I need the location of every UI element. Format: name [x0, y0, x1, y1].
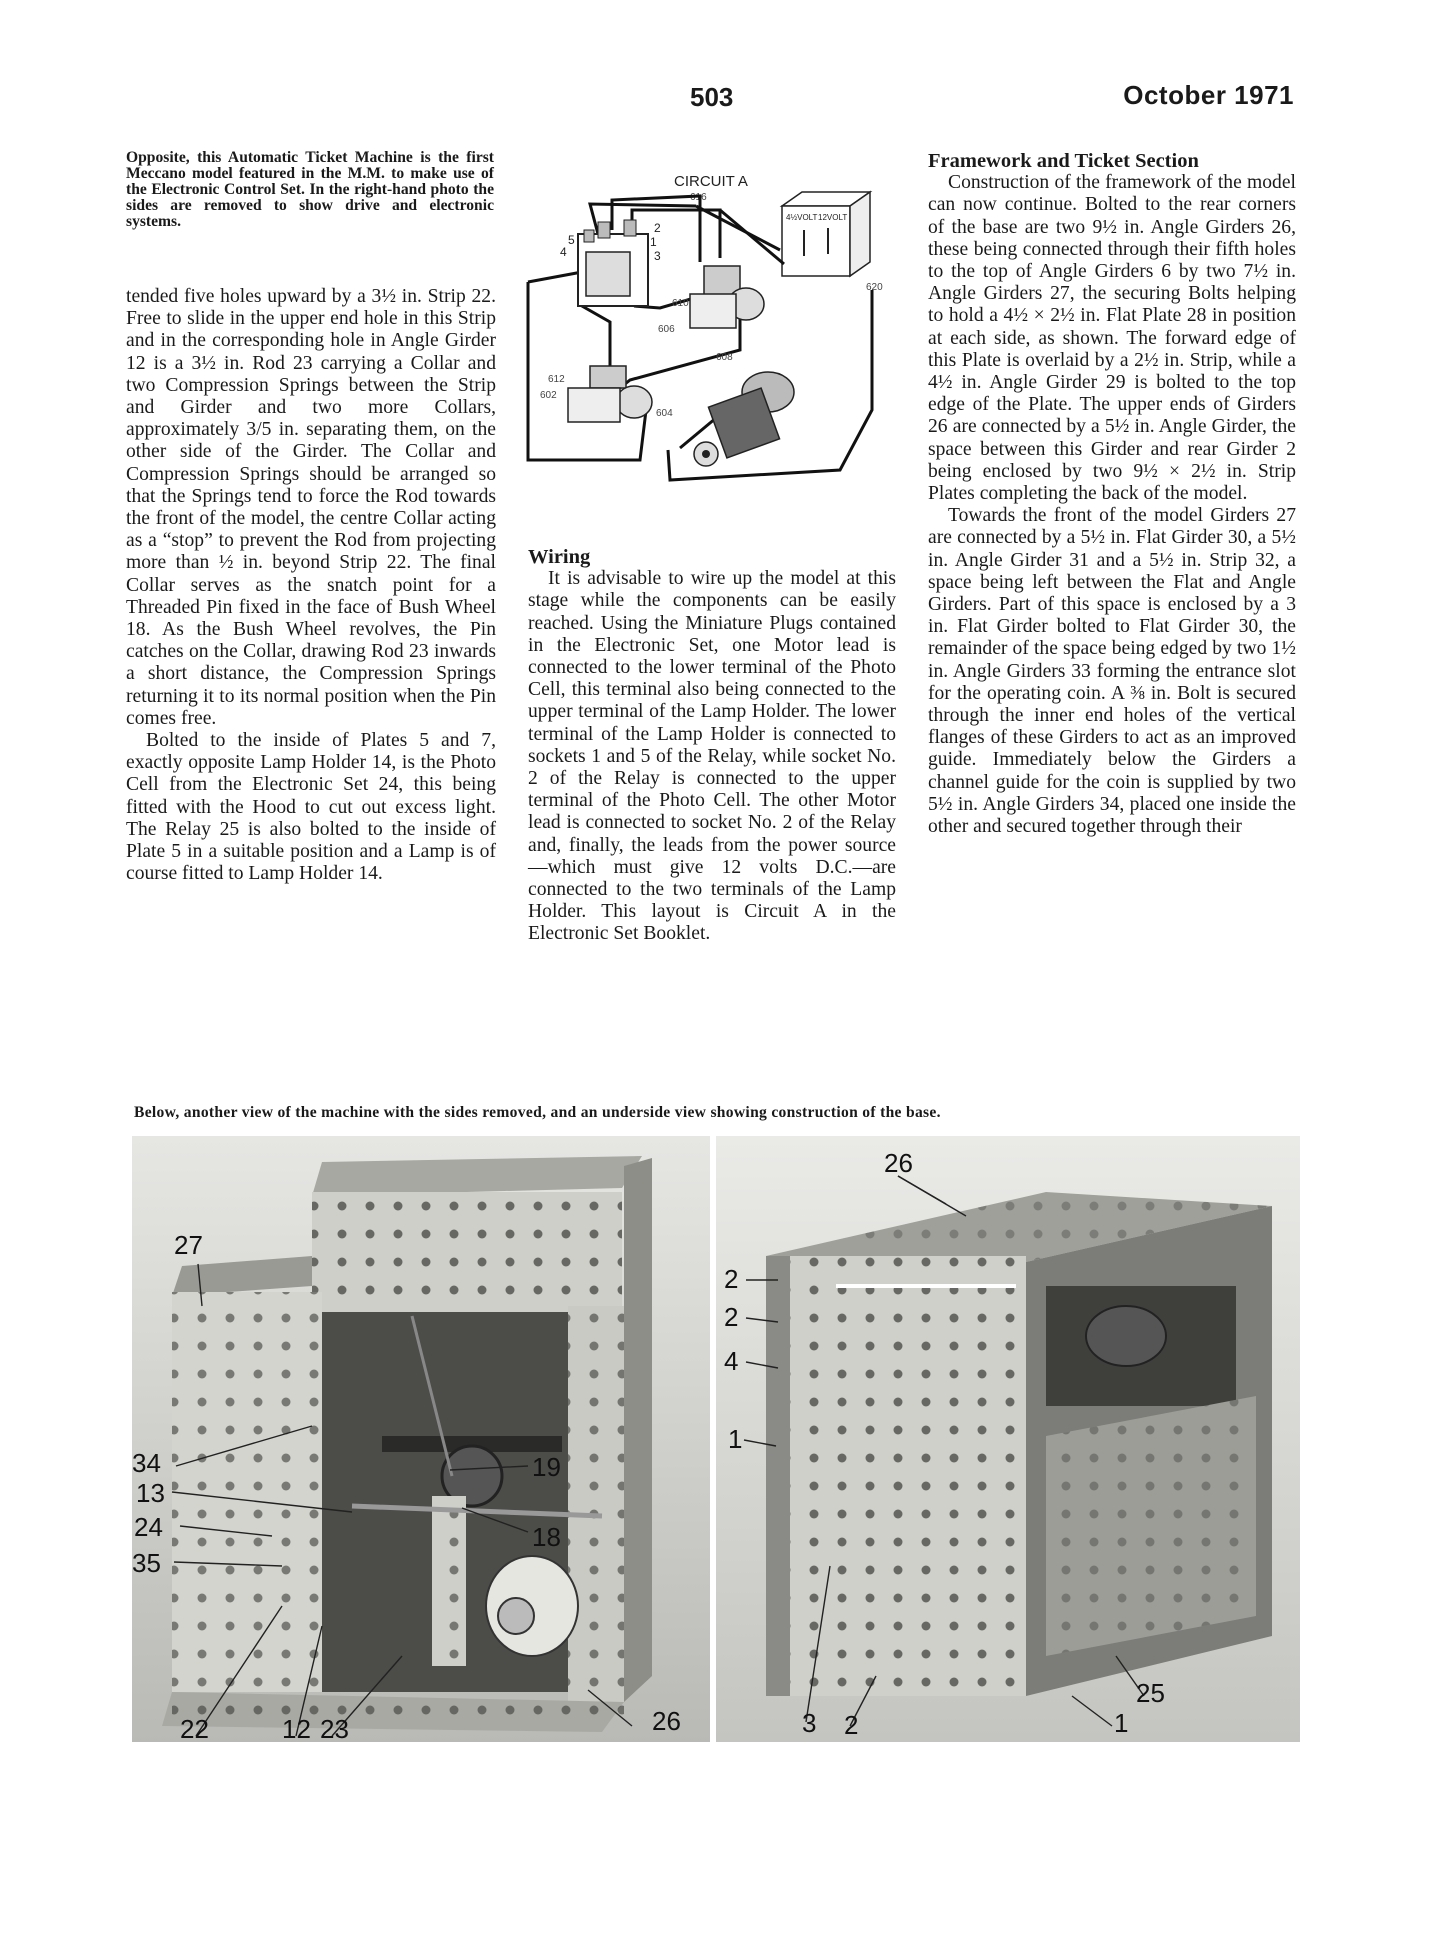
callout-22: 22: [180, 1714, 209, 1742]
machine-underside-photo: [716, 1136, 1300, 1742]
circuit-a-diagram: [520, 170, 906, 500]
col1-paragraph-2: Bolted to the inside of Plates 5 and 7, exactly opposite Lamp Holder 14, is the Photo Cell from the Electronic Set 24, this being fitted with the Hood to cut out excess light. The Relay 25 is also bolted to the inside of Plate 5 in a suitable position and a Lamp is of course fitted to Lamp Holder 14.: [126, 730, 496, 885]
socket-label-2: 2: [654, 221, 661, 235]
column-3: [928, 150, 1296, 838]
callout-1-left: 1: [728, 1424, 743, 1454]
col2-paragraph-1: It is advisable to wire up the model at this stage while the components can be easily reached. Using the Miniature Plugs contained in the Electronic Set, one Motor lead is connected to the lower terminal of the Photo Cell, this terminal also being connected to the upper terminal of the Lamp Holder. The lower terminal of the Lamp Holder is connected to sockets 1 and 5 of the Relay, while socket No. 2 of the Relay is connected to the upper terminal of the Photo Cell. The other Motor lead is connected to socket No. 2 of the Relay and, finally, the leads from the power source—which must give 12 volts D.C.—are connected to the two terminals of the Lamp Holder. This layout is Circuit A in the Electronic Set Booklet.: [528, 568, 896, 945]
callout-2-upper: 2: [724, 1264, 739, 1294]
callout-12: 12: [282, 1714, 311, 1742]
socket-label-4: 4: [560, 245, 567, 259]
label-620: 620: [866, 282, 883, 293]
label-604: 604: [656, 408, 673, 419]
column-1: [126, 286, 496, 885]
callout-1-right: 1: [1114, 1708, 1129, 1738]
callout-24: 24: [134, 1512, 163, 1542]
label-608: 608: [716, 352, 733, 363]
callout-27: 27: [174, 1230, 203, 1260]
col3-paragraph-1: Construction of the framework of the model can now continue. Bolted to the rear corners of the base are two 9½ in. Angle Girders 26, these being connected through their fifth holes to the top of Angle Girders 6 by two 7½ in. Angle Girders 27, the securing Bolts helping to hold a 4½ × 2½ in. Flat Plate 28 in position at each side, as shown. The forward edge of this Plate is overlaid by a 2½ in. Strip, while a 4½ in. Angle Girder 29 is bolted to the top edge of the Plate. The upper ends of Girders 26 are connected by a 5½ in. Angle Girder, the space between this Girder and rear Girder 2 being enclosed by two 9½ × 2½ in. Strip Plates completing the back of the model.: [928, 172, 1296, 505]
label-612: 612: [548, 374, 565, 385]
callout-26: 26: [652, 1706, 681, 1736]
label-602: 602: [540, 390, 557, 401]
battery-box: [782, 192, 870, 276]
callout-19: 19: [532, 1452, 561, 1482]
label-12-volt: 12VOLT: [818, 213, 848, 222]
callout-18: 18: [532, 1522, 561, 1552]
callout-23: 23: [320, 1714, 349, 1742]
motor-component: [694, 372, 794, 466]
bottom-photo-caption: Below, another view of the machine with the sides removed, and an underside view showing construction of the base.: [134, 1104, 941, 1121]
callout-35: 35: [132, 1548, 161, 1578]
column-2: [528, 546, 896, 946]
callout-34: 34: [132, 1448, 161, 1478]
photo-cell-component: [568, 366, 652, 422]
col1-paragraph-1: tended five holes upward by a 3½ in. Strip 22. Free to slide in the upper end hole in this Strip and in the corresponding hole in Angle Girder 12 is a 3½ in. Rod 23 carrying a Collar and two Compression Springs between the Strip and Girder and two more Collars, approximately 3/5 in. separating them, on the other side of the Girder. The Collar and Compression Springs should be arranged so that the Springs tend to force the Rod towards the front of the model, the centre Collar acting as a “stop” to prevent the Rod from projecting more than ½ in. beyond Strip 22. The final Collar serves as the snatch point for a Threaded Pin fixed in the face of Bush Wheel 18. As the Bush Wheel revolves, the Pin catches on the Collar, drawing Rod 23 inwards a short distance, the Compression Springs returning it to its normal position when the Pin comes free.: [126, 286, 496, 729]
page-number: 503: [690, 82, 734, 112]
label-616: 616: [690, 192, 707, 203]
callout-13: 13: [136, 1478, 165, 1508]
callout-3: 3: [802, 1708, 817, 1738]
callout-2-middle: 2: [724, 1302, 739, 1332]
lamp-holder-component: [690, 266, 764, 328]
circuit-title: CIRCUIT A: [674, 173, 748, 190]
socket-label-1: 1: [650, 235, 657, 249]
top-photo-caption: Opposite, this Automatic Ticket Machine is the first Meccano model featured in the M.M. to make use of the Electronic Control Set. In the right-hand photo the sides are removed to show drive and electronic systems.: [126, 149, 494, 230]
label-610: 610: [672, 298, 689, 309]
callout-26: 26: [884, 1148, 913, 1178]
col3-paragraph-2: Towards the front of the model Girders 27 are connected by a 5½ in. Flat Girder 30, a 5½ in. Angle Girder 31 and a 5½ in. Strip 32, a space being left between the Flat and Angle Girders. Part of this space is enclosed by a 3 in. Flat Girder bolted to Flat Girder 30, the remainder of the space being edged by two 1½ in. Angle Girders 33 forming the entrance slot for the operating coin. A ⅜ in. Bolt is secured through the inner end holes of the vertical flanges of these Girders to act as an improved guide. Immediately below the Girders a channel guide for the coin is supplied by two 5½ in. Angle Girders 34, placed one inside the other and secured together through their: [928, 505, 1296, 838]
wiring-heading: Wiring: [528, 546, 591, 568]
callout-4: 4: [724, 1346, 739, 1376]
label-4-5-volt: 4½VOLT: [786, 213, 818, 222]
label-606: 606: [658, 324, 675, 335]
callout-25: 25: [1136, 1678, 1165, 1708]
socket-label-3: 3: [654, 249, 661, 263]
framework-heading: Framework and Ticket Section: [928, 150, 1199, 172]
socket-label-5: 5: [568, 233, 575, 247]
issue-date: October 1971: [1123, 80, 1294, 110]
callout-2-bottom: 2: [844, 1710, 859, 1740]
machine-front-photo: [132, 1136, 710, 1742]
relay-component: [560, 220, 661, 306]
